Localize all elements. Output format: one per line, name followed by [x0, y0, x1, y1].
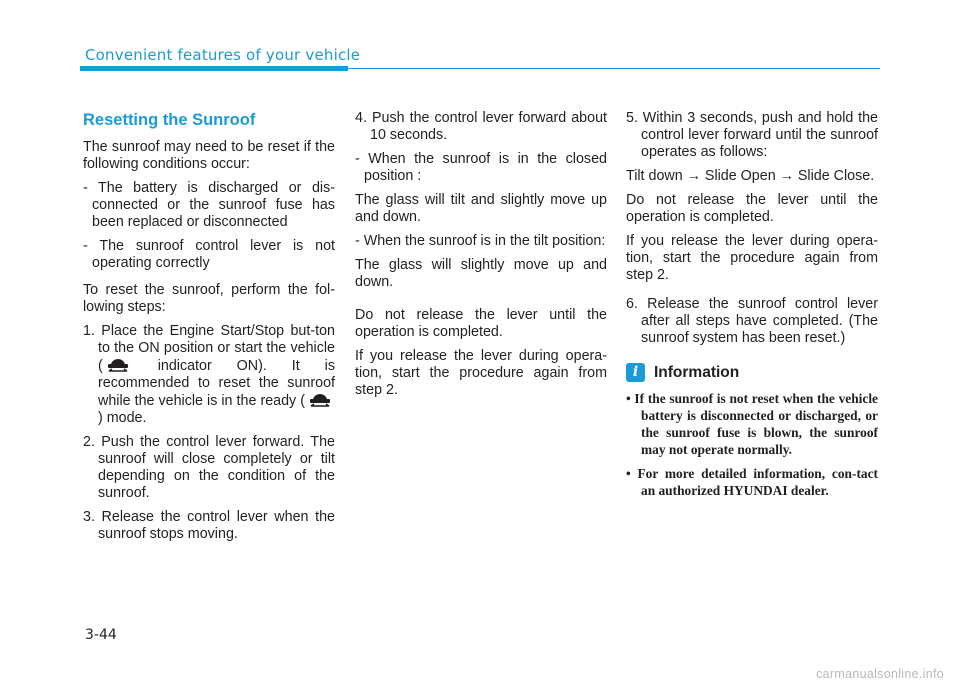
- step-4: 4. Push the control lever forward about 10 seconds.: [355, 110, 607, 143]
- tilt-position-text: The glass will slightly move up and down.: [355, 257, 607, 290]
- car-ready-icon: [308, 392, 332, 409]
- tilt-position-label: - When the sunroof is in the tilt position:: [355, 233, 606, 249]
- warning-text: Do not release the lever until the operation is completed.: [355, 307, 607, 340]
- step-1-text-c: ) mode.: [98, 410, 147, 426]
- header-rule: [348, 68, 880, 69]
- warning-text: If you release the lever during opera-tion, start the procedure again from step 2.: [355, 348, 607, 398]
- info-bullet: • For more detailed information, con-tact an authorized HYUNDAI dealer.: [626, 466, 878, 498]
- closed-position-text: The glass will tilt and slightly move up and down.: [355, 192, 607, 225]
- column-1: [83, 110, 335, 550]
- step-3: 3. Release the control lever when the sunroof stops moving.: [83, 509, 335, 542]
- information-header: [626, 363, 878, 382]
- steps-intro: To reset the sunroof, perform the fol-lowing steps:: [83, 282, 335, 315]
- page-number: 3-44: [85, 627, 117, 643]
- column-2: [355, 110, 607, 406]
- step-5: 5. Within 3 seconds, push and hold the control lever forward until the sunroof operates as follows:: [626, 110, 878, 160]
- intro-text: The sunroof may need to be reset if the following conditions occur:: [83, 139, 335, 172]
- column-3: [626, 110, 878, 506]
- condition-item: - The battery is discharged or dis-connected or the sunroof fuse has been replaced or disconnected: [83, 180, 335, 230]
- section-header: Convenient features of your vehicle: [85, 46, 361, 64]
- closed-position-label: - When the sunroof is in the closed position :: [355, 151, 607, 184]
- operation-sequence: Tilt down → Slide Open → Slide Close.: [626, 168, 875, 184]
- step-1-text-b: indicator ON). It is recommended to reset the sunroof while the vehicle is in the ready (: [98, 358, 335, 409]
- condition-item: - The sunroof control lever is not operating correctly: [83, 238, 335, 271]
- information-title: Information: [654, 364, 740, 381]
- warning-text: Do not release the lever until the operation is completed.: [626, 192, 878, 225]
- step-2: 2. Push the control lever forward. The sunroof will close completely or tilt depending on the condition of the sunroof.: [83, 434, 335, 501]
- header-bar: [80, 66, 348, 71]
- info-icon: i: [626, 363, 645, 382]
- step-6: 6. Release the sunroof control lever after all steps have completed. (The sunroof system has been reset.): [626, 296, 878, 346]
- warning-text: If you release the lever during opera-tion, start the procedure again from step 2.: [626, 233, 878, 283]
- section-title: Resetting the Sunroof: [83, 111, 256, 129]
- car-ready-icon: [106, 357, 130, 374]
- watermark: carmanualsonline.info: [816, 667, 944, 681]
- step-1: [83, 323, 335, 427]
- step-1-text-a: 1. Place the Engine Start/Stop but-ton to the ON position or start the vehicle (: [83, 323, 335, 374]
- info-bullet: • If the sunroof is not reset when the vehicle battery is disconnected or discharged, or the sunroof fuse is blown, the sunroof may not operate normally.: [626, 391, 878, 457]
